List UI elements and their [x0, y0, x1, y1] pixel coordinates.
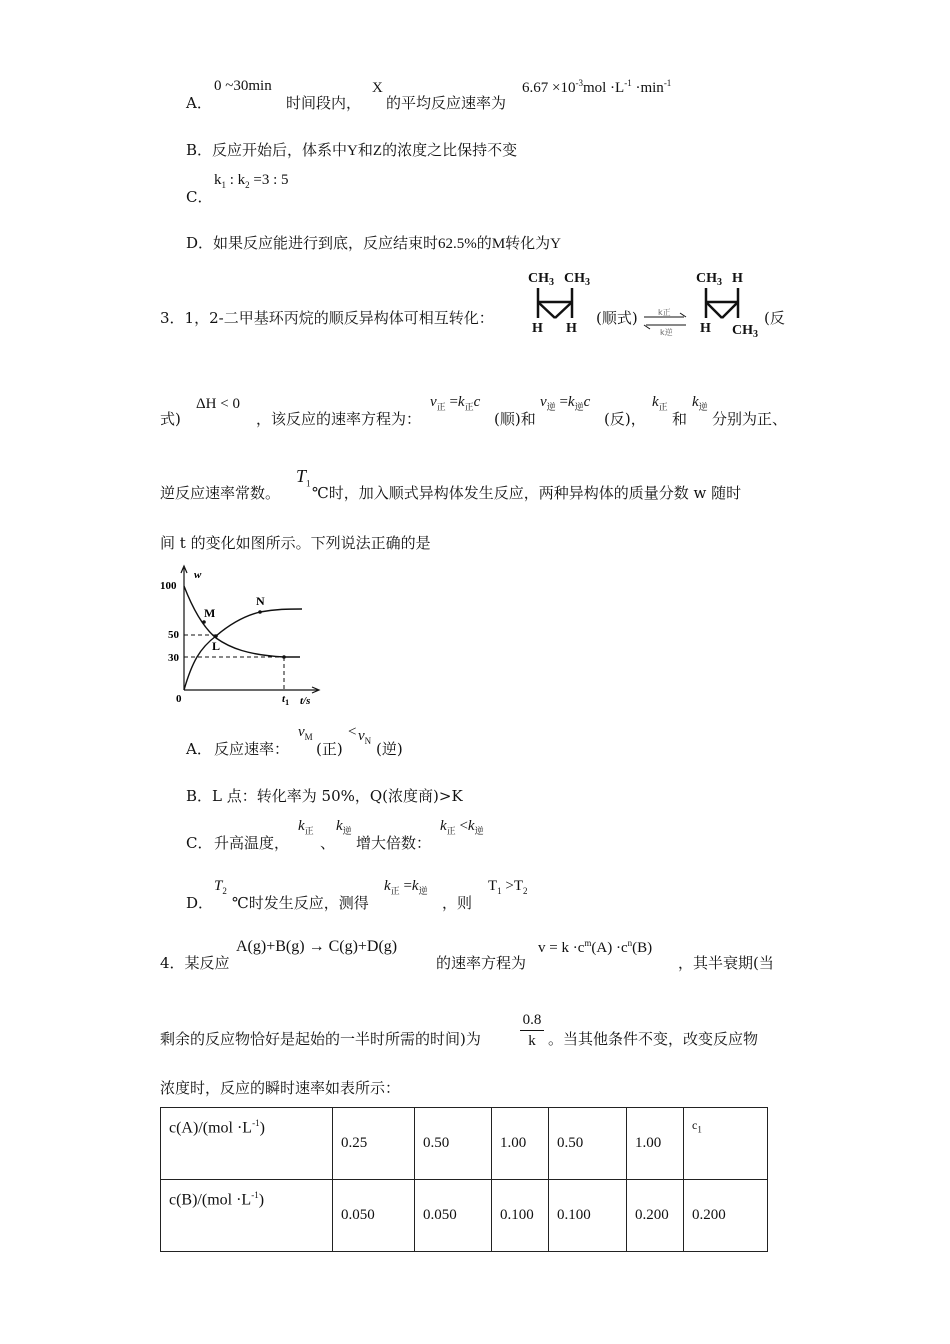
ch3-label: $CH_3$ [732, 323, 758, 340]
table-cell: 1.00 [492, 1108, 549, 1180]
cis-label: (顺式) [596, 309, 638, 327]
q3-option-d [186, 876, 546, 912]
q4-stem-line1 [160, 936, 800, 972]
v-n: $v_N$ [358, 728, 372, 746]
text: ℃时发生反应，测得 [232, 894, 369, 912]
species-x: X [372, 80, 383, 96]
text: 反应开始后，体系中 [212, 141, 348, 159]
fraction-numerator: 0.8 [520, 1010, 544, 1031]
text: 和 [357, 141, 373, 159]
species-z: Z [372, 143, 383, 159]
text: 转化为 [505, 234, 551, 252]
rate-table [160, 1107, 768, 1252]
v-reverse-eq: $v_逆 =k_逆c$ [540, 394, 591, 412]
label-n: N [256, 594, 265, 608]
ch3-label: $CH_3$ [696, 271, 722, 288]
trans-label-open: (反 [764, 309, 785, 327]
table-row [161, 1180, 768, 1252]
k-reverse: $k_逆$ [336, 818, 352, 836]
q3-stem-line1: 3．1，2-二甲基环丙烷的顺反异构体可相互转化： [160, 309, 494, 327]
rate-law: $v = k \cdot c^m(A) \cdot c^n(B)$ [538, 938, 653, 956]
text: 的浓度之比保持不变 [382, 141, 518, 159]
text: 剩余的反应物恰好是起始的一半时所需的时间)为 [160, 1030, 481, 1048]
q3-stem-line3 [160, 466, 800, 506]
mass-fraction-graph [158, 562, 328, 710]
k-reverse: $k_逆$ [692, 394, 708, 412]
percent: 62.5% [438, 236, 477, 252]
text: 、 [320, 834, 336, 852]
option-label: C． [186, 834, 213, 852]
option-label: B． [186, 141, 213, 159]
text: (逆) [376, 740, 403, 758]
t1-label: $t_1$ [282, 693, 290, 707]
v-forward-eq: $v_正 =k_正c$ [430, 394, 481, 412]
option-label: D． [186, 894, 214, 912]
q2-option-b [186, 139, 517, 160]
ch3-label: $CH_3$ [528, 271, 554, 288]
label-l: L [212, 639, 221, 653]
text: 如果反应能进行到底，反应结束时 [213, 234, 439, 252]
table-cell: 0.050 [415, 1180, 492, 1252]
table-cell: 0.200 [684, 1180, 768, 1252]
k-equal: $k_正 =k_逆$ [384, 878, 428, 896]
v-m: $v_M$ [298, 724, 313, 742]
point-m [202, 620, 206, 624]
less-than: < [348, 724, 357, 740]
tick-0: 0 [176, 693, 182, 705]
text: 逆反应速率常数。 [160, 484, 281, 502]
q2-option-d [186, 232, 561, 253]
q3-option-b [186, 785, 463, 806]
fraction-denominator: k [528, 1033, 536, 1049]
option-label: C． [186, 188, 213, 206]
h-label: H [700, 321, 711, 336]
ch3-label: $CH_3$ [564, 271, 590, 288]
text: 的速率方程为 [436, 954, 527, 972]
k-ratio: $k_1$ : $k_2 =3$ : 5 [214, 172, 289, 190]
option-label: A． [186, 740, 212, 758]
table-cell-c1: $c_1$ [684, 1108, 768, 1180]
text: ，其半衰期(当 [678, 954, 774, 972]
delta-h: ΔH < 0 [196, 396, 240, 412]
text: 增大倍数： [356, 834, 432, 852]
text: 。当其他条件不变，改变反应物 [548, 1030, 759, 1048]
text: 的 [476, 234, 492, 252]
y-axis-label: w [194, 569, 202, 581]
species-m: M [491, 236, 506, 252]
text: 分别为正、 [712, 410, 788, 428]
time-range: 0 ~30min [214, 78, 272, 94]
option-label: D． [186, 234, 214, 252]
table-cell: 1.00 [627, 1108, 684, 1180]
t2-symbol: $T_2$ [214, 878, 227, 896]
point-l [214, 634, 218, 638]
label-m: M [204, 606, 216, 620]
text: 升高温度， [214, 834, 290, 852]
text: (反)， [604, 410, 646, 428]
text: ，则 [442, 894, 473, 912]
table-cell: 0.25 [333, 1108, 415, 1180]
h-label: H [732, 271, 743, 286]
text: L 点：转化率为 50%，Q(浓度商)>K [212, 787, 463, 805]
temperature-relation: $T_1 >T_2$ [488, 878, 528, 896]
table-cell: 0.50 [549, 1108, 627, 1180]
trans-isomer-structure [694, 266, 766, 340]
text: 式) [160, 410, 181, 428]
text: (顺)和 [494, 410, 536, 428]
q3-option-c [186, 816, 526, 852]
table-row [161, 1108, 768, 1180]
half-life-fraction [520, 1010, 544, 1051]
tick-100: 100 [160, 580, 177, 592]
x-axis-label: t/s [300, 695, 311, 707]
point-n [258, 610, 262, 614]
text: ℃时，加入顺式异构体发生反应，两种异构体的质量分数 w 随时 [312, 484, 742, 502]
h-label: H [566, 321, 577, 336]
text: 反应速率： [214, 740, 290, 758]
text: (正) [316, 740, 343, 758]
option-label: B． [186, 787, 213, 805]
text: 的平均反应速率为 [386, 94, 507, 112]
species-y: Y [550, 236, 562, 252]
svg-text:k逆: k逆 [660, 328, 673, 337]
tick-50: 50 [168, 629, 179, 641]
k-compare: $k_正 <k_逆$ [440, 818, 484, 836]
option-label: A． [186, 94, 212, 112]
table-cell: 0.200 [627, 1180, 684, 1252]
point-end [282, 655, 286, 659]
q4-stem-line2 [160, 1010, 800, 1056]
k-forward: $k_正$ [652, 394, 668, 412]
table-cell: 0.100 [549, 1180, 627, 1252]
table-cell: 0.100 [492, 1180, 549, 1252]
cis-isomer-structure [526, 266, 596, 338]
q3-stem-line4: 间 t 的变化如图所示。下列说法正确的是 [160, 534, 431, 552]
svg-text:k正: k正 [658, 308, 671, 317]
q4-stem-line3: 浓度时，反应的瞬时速率如表所示： [160, 1079, 401, 1097]
reaction-equation: A(g)+B(g) → C(g)+D(g) [236, 938, 398, 955]
table-cell: 0.50 [415, 1108, 492, 1180]
tick-30: 30 [168, 652, 179, 664]
species-y: Y [347, 143, 358, 159]
k-forward: $k_正$ [298, 818, 314, 836]
equilibrium-arrows [640, 305, 692, 341]
text: 时间段内， [286, 94, 362, 112]
q3-stem-line2 [160, 392, 800, 428]
text: 和 [672, 410, 688, 428]
t1-symbol: $T_1$ [296, 466, 311, 489]
row-header-ca: $c(A)/(mol \cdot L^{-1})$ [161, 1108, 333, 1180]
text: ，该反应的速率方程为： [256, 410, 422, 428]
text: 4．某反应 [160, 954, 230, 972]
table-cell: 0.050 [333, 1180, 415, 1252]
cis-curve [184, 586, 300, 657]
rate-value: $6.67 \times 10^{-3}mol \cdot L^{-1} \cdot\min^{-1}$ [522, 78, 672, 96]
h-label: H [532, 321, 543, 336]
q3-option-a [186, 722, 446, 758]
row-header-cb: $c(B)/(mol \cdot L^{-1})$ [161, 1180, 333, 1252]
